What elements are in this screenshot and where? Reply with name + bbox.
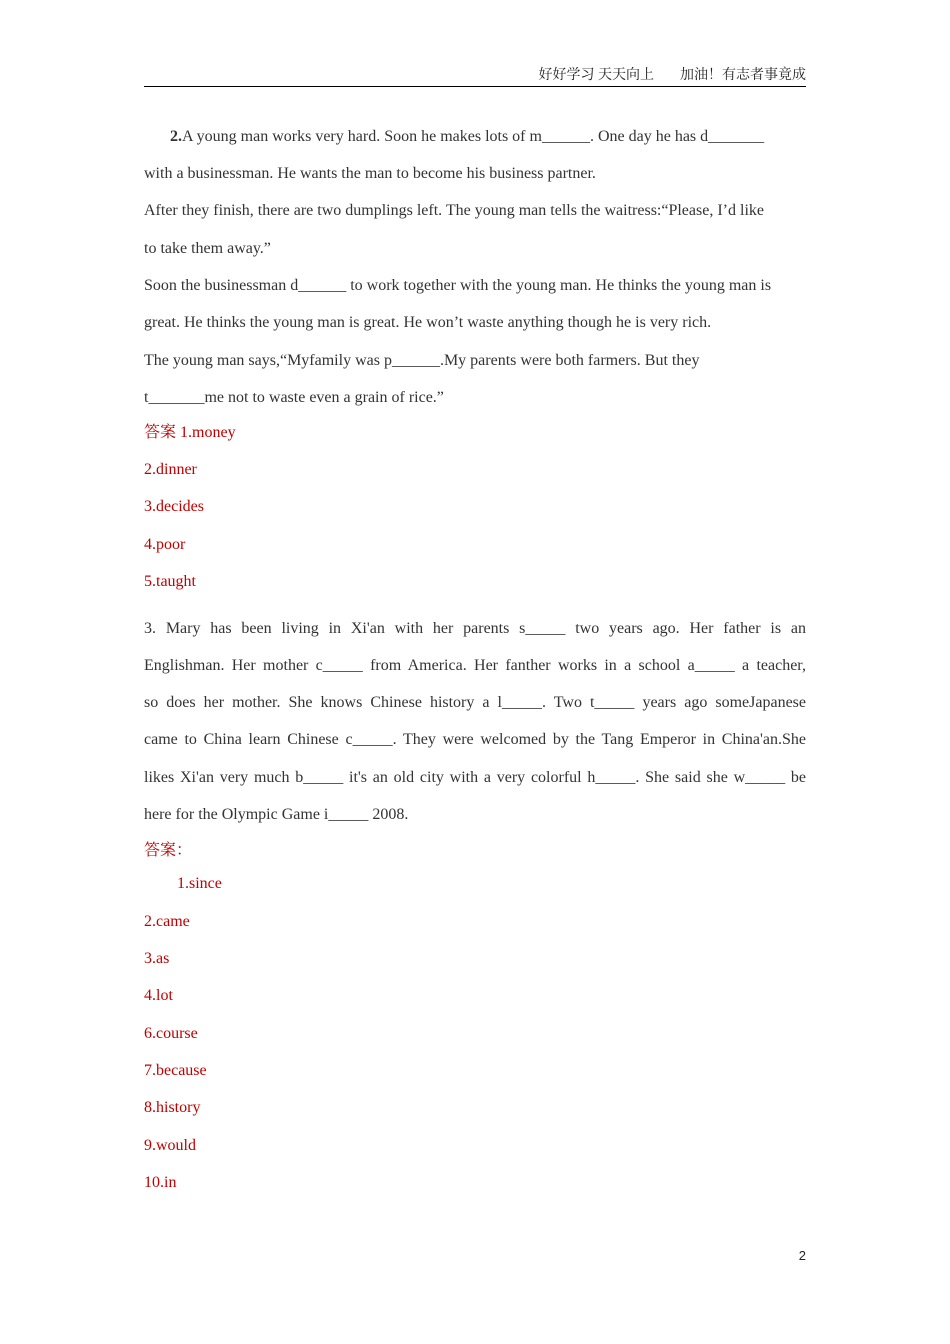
q3-line-2: Englishman. Her mother c_____ from America. Her fanther works in a school a_____ a teacher, [144,657,806,674]
q3-answer-6: 6.course [144,1025,198,1042]
q2-answer-2: 2.dinner [144,461,197,478]
q2-line-4: to take them away.” [144,240,271,257]
q3-line-5: likes Xi'an very much b_____ it's an old city with a very colorful h_____. She said she w_____ be [144,769,806,786]
page-number: 2 [798,1248,806,1263]
q3-answer-8: 8.history [144,1099,201,1116]
q3-answer-10: 10.in [144,1174,177,1191]
q2-line-3: After they finish, there are two dumplings left. The young man tells the waitress:“Please, I’d like [144,202,764,219]
q3-answer-2: 2.came [144,913,190,930]
header-motto-right: 加油！有志者事竟成 [680,68,806,83]
q3-answer-4: 4.lot [144,987,173,1004]
q2-answer-1: 答案 1.money [144,424,236,441]
q3-answer-7: 7.because [144,1062,207,1079]
q3-answer-1: 1.since [177,875,222,892]
q2-answer-3: 3.decides [144,498,204,515]
q2-answer-4: 4.poor [144,536,186,553]
q2-line-5: Soon the businessman d______ to work together with the young man. He thinks the young man is [144,277,772,294]
q2-answer-label: 答案 [144,424,177,441]
q3-answer-label: 答案： [144,842,193,859]
q2-line-6: great. He thinks the young man is great. He won’t waste anything though he is very rich. [144,314,712,331]
q2-line-2: with a businessman. He wants the man to become his business partner. [144,165,596,182]
q2-answer-5: 5.taught [144,573,196,590]
q2-number: 2. [170,128,182,145]
q3-line-6: here for the Olympic Game i_____ 2008. [144,806,409,823]
header-motto-left: 好好学习 天天向上 [538,68,654,83]
q2-line-1: 2.A young man works very hard. Soon he makes lots of m______. One day he has d_______ [170,128,765,145]
page-header [144,66,806,87]
q3-answer-3: 3.as [144,950,170,967]
q2-line-7: The young man says,“Myfamily was p______.My parents were both farmers. But they [144,352,700,369]
q3-line-3: so does her mother. She knows Chinese history a l_____. Two t_____ years ago someJapanese [144,694,806,711]
q2-line-8: t_______me not to waste even a grain of rice.” [144,389,444,406]
q3-line-4: came to China learn Chinese c_____. They were welcomed by the Tang Emperor in China'an.She [144,731,806,748]
q3-line-1: 3. Mary has been living in Xi'an with her parents s_____ two years ago. Her father is an [144,620,806,637]
q3-answer-9: 9.would [144,1137,196,1154]
